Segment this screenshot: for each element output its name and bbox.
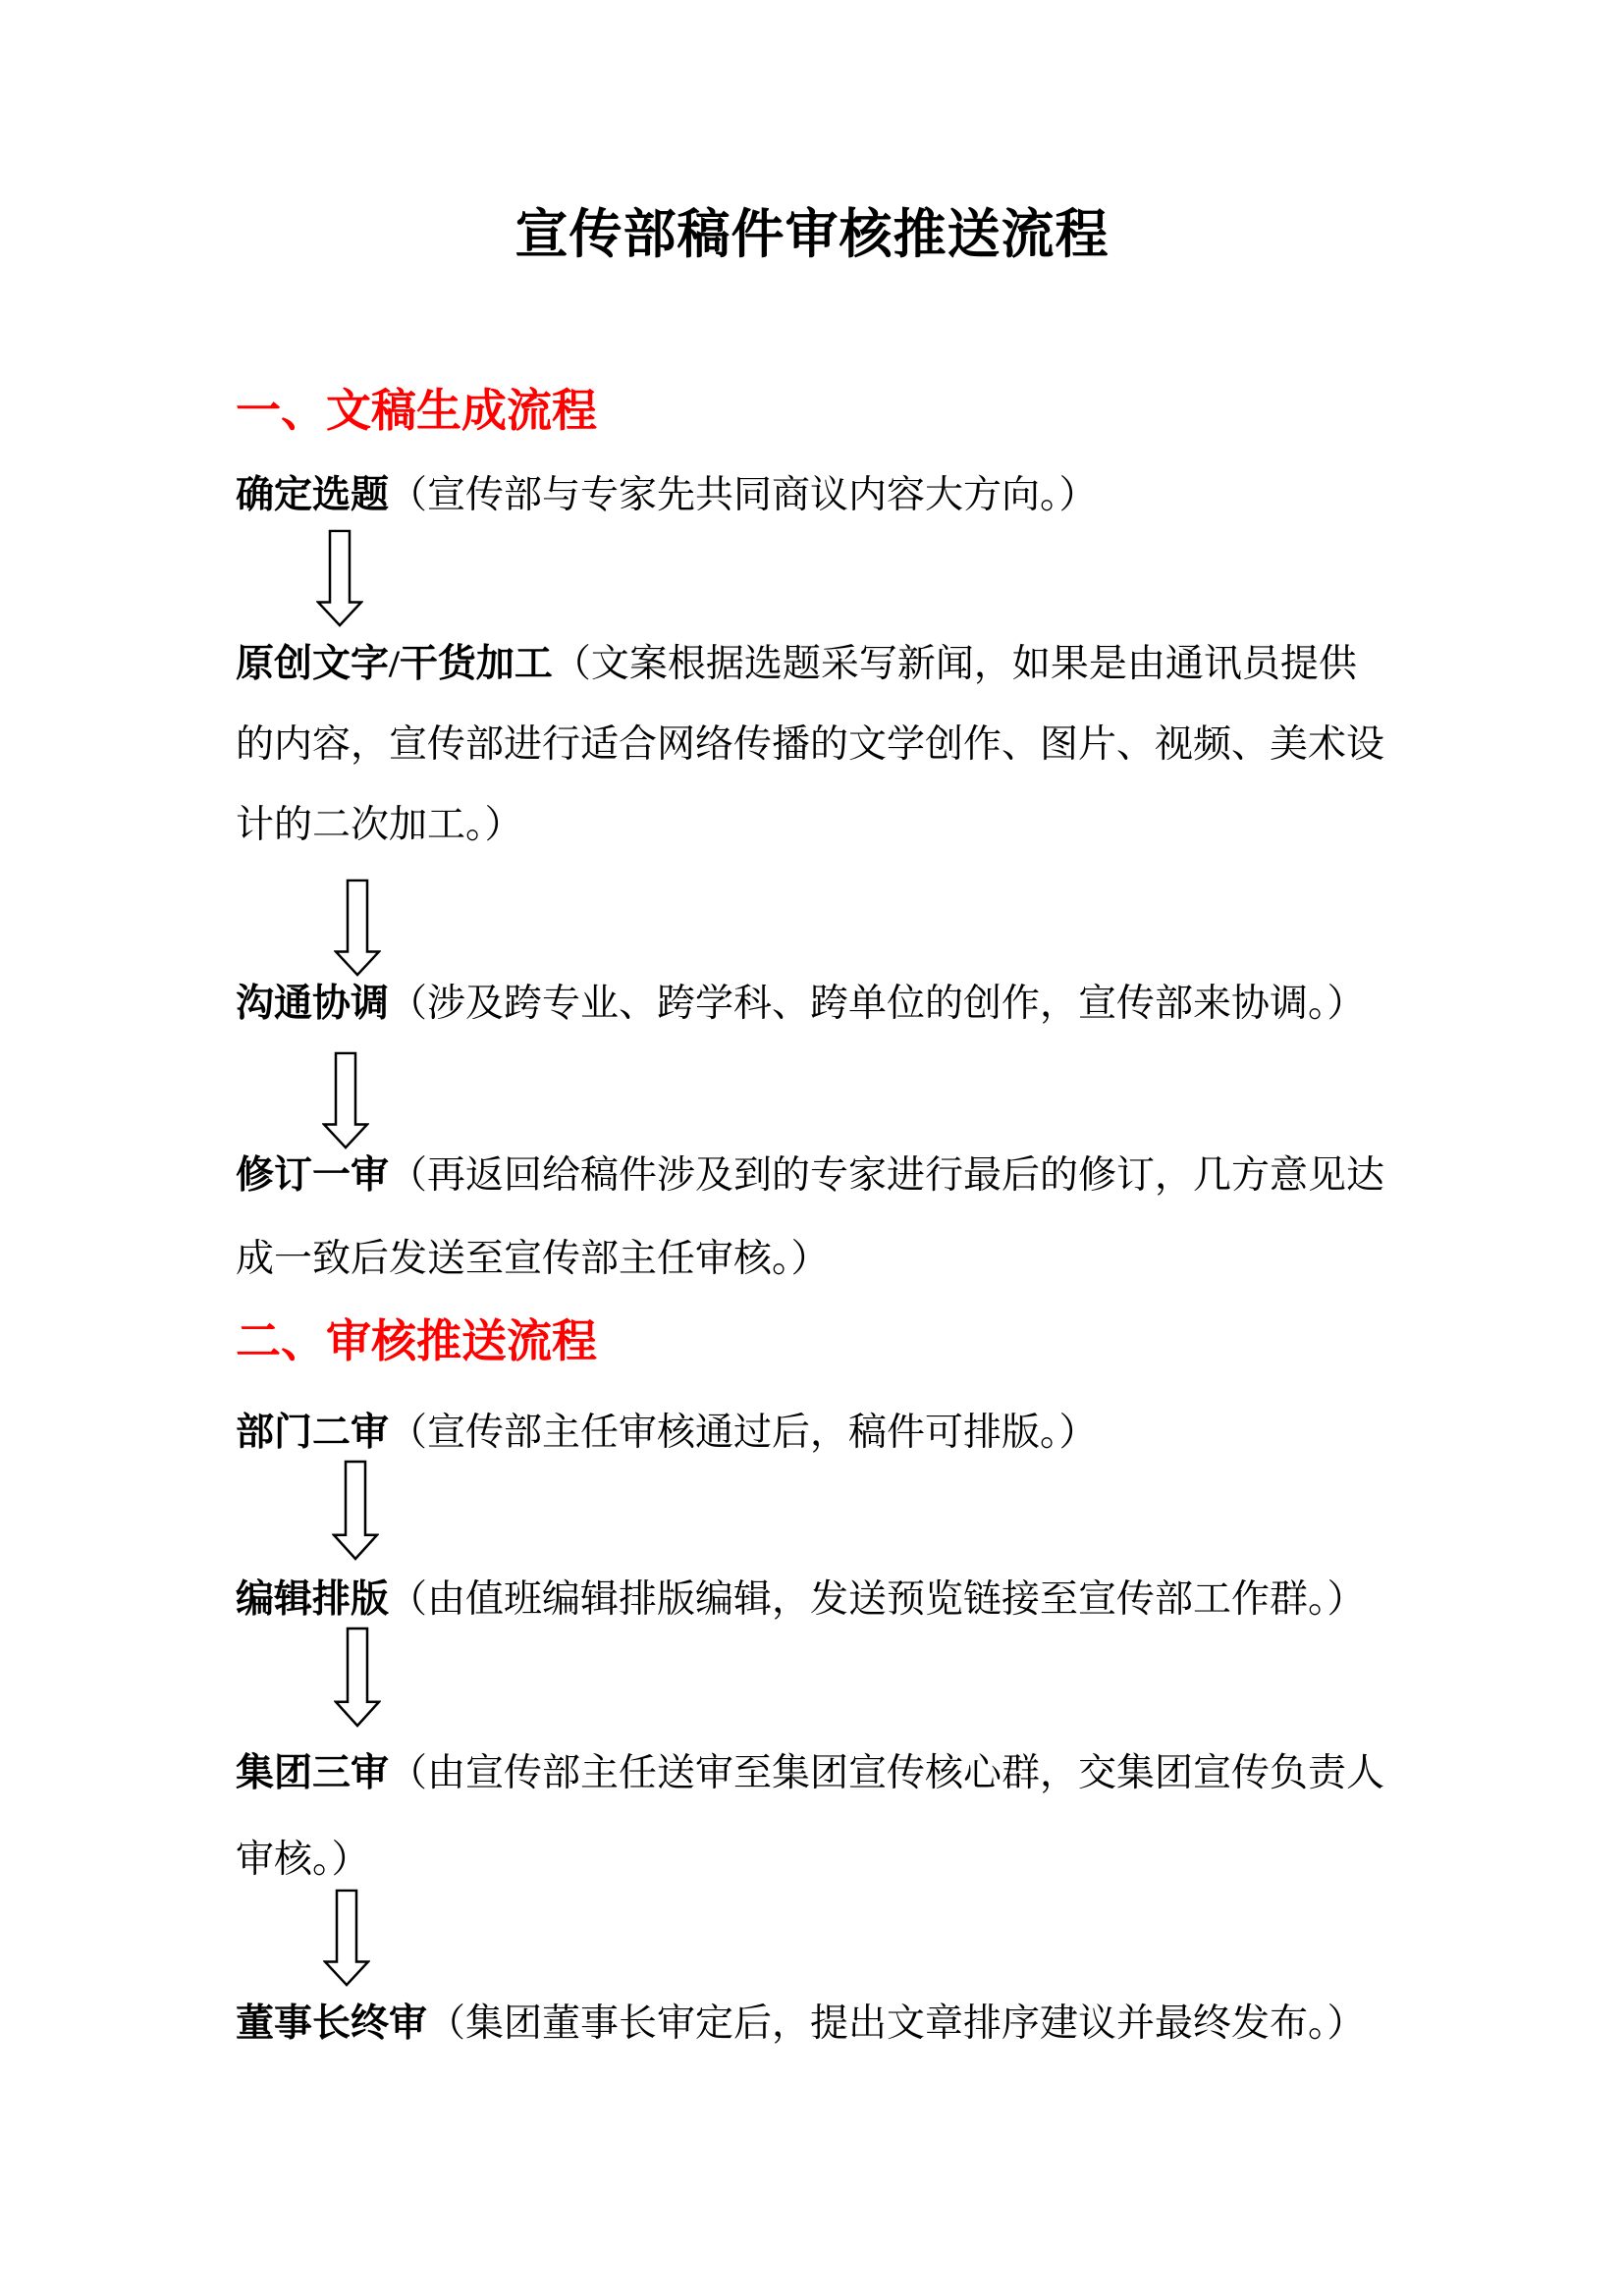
step-label: 部门二审 — [236, 1412, 390, 1454]
step-label: 编辑排版 — [236, 1578, 390, 1621]
flow-step-chairman-final-review — [236, 1983, 1366, 2065]
down-arrow-icon — [334, 879, 381, 977]
section-heading-2: 二、审核推送流程 — [236, 1316, 597, 1366]
flow-step-topic-selection — [236, 454, 1098, 537]
step-line: 成一致后发送至宣传部主任审核。） — [236, 1238, 830, 1280]
step-line: 审核。） — [236, 1839, 370, 1881]
step-label: 沟通协调 — [236, 983, 390, 1025]
flow-step-first-review — [236, 1134, 1384, 1301]
step-line: 计的二次加工。） — [236, 804, 523, 846]
flow-step-original-content — [236, 624, 1384, 866]
step-description: （集团董事长审定后，提出文章排序建议并最终发布。） — [427, 2002, 1366, 2045]
step-line — [236, 1983, 1366, 2065]
step-line — [236, 1731, 1384, 1817]
down-arrow-icon — [332, 1460, 379, 1561]
flow-step-group-review — [236, 1731, 1384, 1903]
step-line — [236, 963, 1366, 1045]
step-description: （宣传部主任审核通过后，稿件可排版。） — [389, 1412, 1098, 1454]
section-heading-1: 一、文稿生成流程 — [236, 386, 597, 436]
step-label: 修订一审 — [236, 1154, 390, 1197]
step-label: 董事长终审 — [236, 2002, 428, 2045]
step-description: （由值班编辑排版编辑，发送预览链接至宣传部工作群。） — [389, 1578, 1366, 1621]
down-arrow-icon — [316, 529, 363, 627]
step-description: （文案根据选题采写新闻，如果是由通讯员提供 — [552, 643, 1357, 685]
down-arrow-icon — [334, 1627, 381, 1728]
step-line — [236, 454, 1098, 537]
step-description: （宣传部与专家先共同商议内容大方向。） — [389, 474, 1098, 516]
flow-step-editing-layout — [236, 1559, 1366, 1641]
step-line — [236, 1134, 1384, 1217]
flow-step-coordination — [236, 963, 1366, 1045]
step-description: （涉及跨专业、跨学科、跨单位的创作，宣传部来协调。） — [389, 983, 1366, 1025]
step-description: （由宣传部主任送审至集团宣传核心群，交集团宣传负责人 — [389, 1752, 1385, 1794]
document-title: 宣传部稿件审核推送流程 — [514, 205, 1110, 264]
step-label: 确定选题 — [236, 474, 390, 516]
step-line: 的内容，宣传部进行适合网络传播的文学创作、图片、视频、美术设 — [236, 723, 1385, 766]
step-line — [236, 624, 1384, 705]
step-description: （再返回给稿件涉及到的专家进行最后的修订，几方意见达 — [389, 1154, 1385, 1197]
step-line — [236, 1559, 1366, 1641]
step-label: 集团三审 — [236, 1752, 390, 1794]
down-arrow-icon — [323, 1889, 370, 1987]
step-label: 原创文字/干货加工 — [236, 643, 553, 685]
